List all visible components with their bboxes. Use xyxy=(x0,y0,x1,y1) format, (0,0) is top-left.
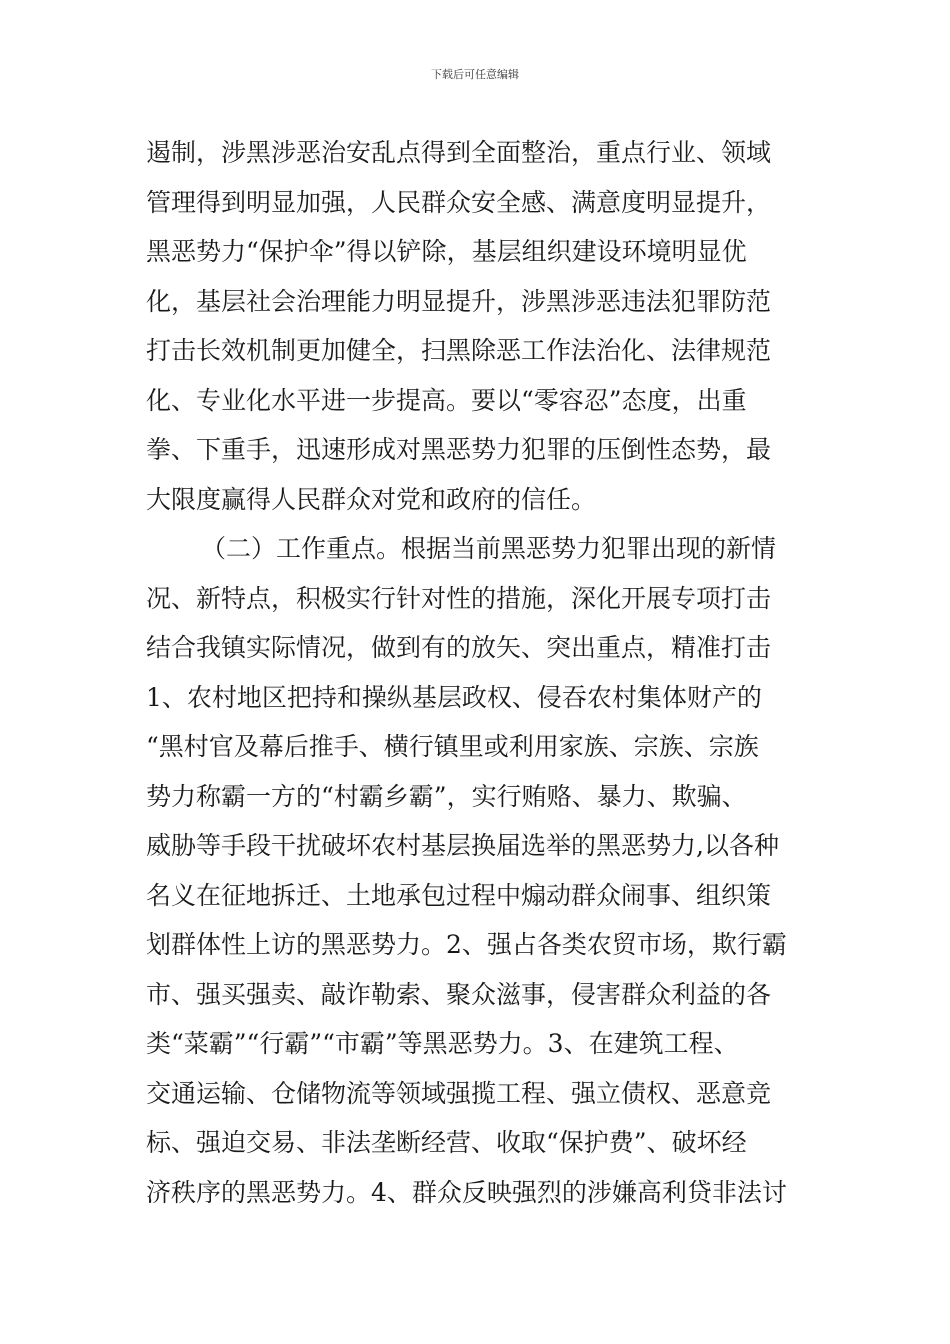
text-line: 济秩序的黑恶势力。4、群众反映强烈的涉嫌高利贷非法讨 xyxy=(146,1177,787,1207)
section-heading-line: （二）工作重点。根据当前黑恶势力犯罪出现的新情 xyxy=(201,534,777,563)
text-line: 管理得到明显加强，人民群众安全感、满意度明显提升， xyxy=(146,187,772,217)
text-line: 标、强迫交易、非法垄断经营、收取“保护费”、破坏经 xyxy=(146,1128,747,1157)
text-line: 况、新特点，积极实行针对性的措施，深化开展专项打击 xyxy=(146,583,772,613)
text-line: 市、强买强卖、敲诈勒索、聚众滋事，侵害群众利益的各 xyxy=(146,979,772,1009)
text-line: 打击长效机制更加健全，扫黑除恶工作法治化、法律规范 xyxy=(146,336,772,365)
page-header-note: 下载后可任意编辑 xyxy=(431,68,519,81)
text-line: 化、专业化水平进一步提高。要以“零容忍”态度，出重 xyxy=(146,385,747,415)
text-line: 结合我镇实际情况，做到有的放矢、突出重点，精准打击 xyxy=(146,633,772,662)
text-line: 交通运输、仓储物流等领域强揽工程、强立债权、恶意竞 xyxy=(146,1078,772,1108)
text-line: 大限度赢得人民群众对党和政府的信任。 xyxy=(146,484,597,514)
text-line: 遏制，涉黑涉恶治安乱点得到全面整治，重点行业、领域 xyxy=(146,138,772,167)
text-line: 类“菜霸”“行霸”“市霸”等黑恶势力。3、在建筑工程、 xyxy=(146,1029,739,1058)
document-body xyxy=(146,128,826,1217)
text-line: 划群体性上访的黑恶势力。2、强占各类农贸市场，欺行霸 xyxy=(146,930,787,959)
text-line: 化，基层社会治理能力明显提升，涉黑涉恶违法犯罪防范 xyxy=(146,286,772,316)
text-line: 势力称霸一方的“村霸乡霸”，实行贿赂、暴力、欺骗、 xyxy=(146,781,747,811)
text-line: 名义在征地拆迁、土地承包过程中煽动群众闹事、组织策 xyxy=(146,880,772,910)
text-line: “黑村官及幕后推手、横行镇里或利用家族、宗族、宗族 xyxy=(146,732,759,761)
text-line: 拳、下重手，迅速形成对黑恶势力犯罪的压倒性态势，最 xyxy=(146,435,772,464)
text-line: 黑恶势力“保护伞”得以铲除，基层组织建设环境明显优 xyxy=(146,237,747,266)
text-line: 威胁等手段干扰破坏农村基层换届选举的黑恶势力,以各种 xyxy=(146,831,779,860)
text-line: 1、农村地区把持和操纵基层政权、侵吞农村集体财产的 xyxy=(146,682,762,712)
